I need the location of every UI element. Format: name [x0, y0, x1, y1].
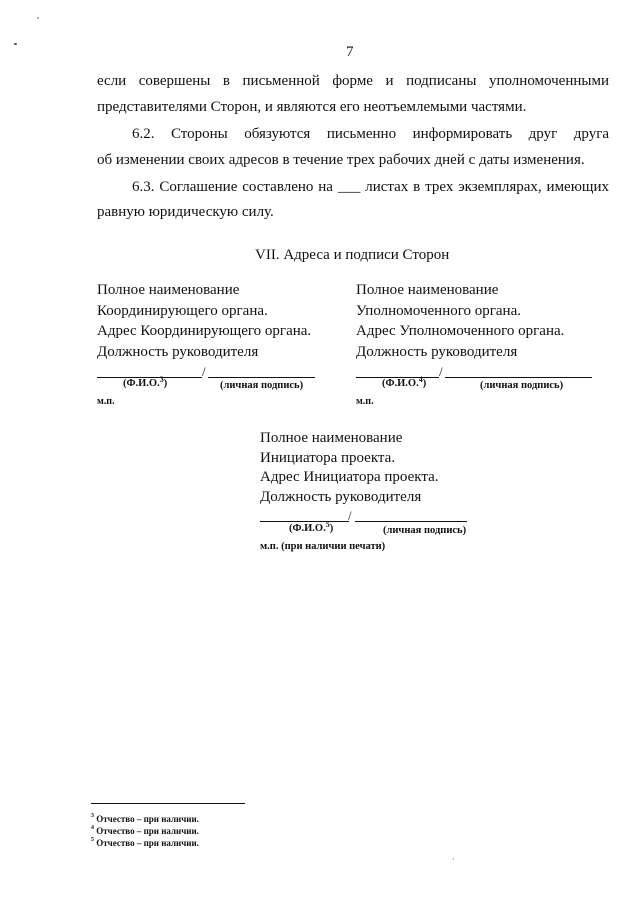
footnote-ref: 4	[418, 375, 423, 384]
party-address: Адрес Уполномоченного органа.	[356, 323, 565, 339]
fio-line	[260, 521, 349, 522]
paragraph-line: если совершены в письменной форме и подписаны уполномоченными	[97, 73, 609, 89]
signature-label: (личная подпись)	[480, 380, 564, 391]
fio-label: (Ф.И.О.$^3$)	[123, 375, 168, 389]
page-number: 7	[346, 44, 354, 60]
party-name-label: Полное наименование	[260, 430, 403, 446]
footnote-mark: 4	[91, 825, 94, 831]
fio-label: (Ф.И.О.$^4$)	[382, 375, 427, 389]
scan-speck	[37, 17, 39, 19]
party-position: Должность руководителя	[260, 489, 422, 505]
seal-label: м.п. (при наличии печати)	[260, 541, 386, 552]
paragraph-line: представителями Сторон, и являются его неотъемлемыми частями.	[97, 99, 527, 115]
signature-line	[208, 377, 315, 378]
footnote-ref: 5	[325, 520, 330, 529]
signature-label: (личная подпись)	[220, 380, 304, 391]
footnote: $^5$ Отчество – при наличии.	[91, 837, 199, 848]
footnote-mark: 3	[91, 813, 94, 819]
section-title: VII. Адреса и подписи Сторон	[255, 247, 450, 263]
signature-line	[445, 377, 592, 378]
party-name: Уполномоченного органа.	[356, 303, 521, 319]
party-name-label: Полное наименование	[97, 282, 240, 298]
signature-label: (личная подпись)	[383, 525, 467, 536]
paragraph-line: равную юридическую силу.	[97, 204, 274, 220]
signature-slash: /	[348, 508, 352, 523]
signature-slash: /	[439, 364, 443, 379]
signature-slash: /	[202, 364, 206, 379]
footnote-ref: 3	[159, 375, 164, 384]
seal-label: м.п.	[356, 396, 374, 407]
party-position: Должность руководителя	[97, 344, 259, 360]
scan-speck	[14, 43, 17, 45]
party-name: Координирующего органа.	[97, 303, 268, 319]
footnote: $^4$ Отчество – при наличии.	[91, 825, 199, 836]
party-address: Адрес Координирующего органа.	[97, 323, 312, 339]
footnote: $^3$ Отчество – при наличии.	[91, 813, 199, 824]
party-name-label: Полное наименование	[356, 282, 499, 298]
party-position: Должность руководителя	[356, 344, 518, 360]
party-address: Адрес Инициатора проекта.	[260, 469, 439, 485]
scan-speck	[453, 858, 454, 860]
fio-label: (Ф.И.О.$^5$)	[289, 520, 334, 534]
paragraph-line: об изменении своих адресов в течение трех рабочих дней с даты изменения.	[97, 152, 585, 168]
paragraph-line: 6.2. Стороны обязуются письменно информировать друг друга	[132, 126, 609, 142]
signature-line	[355, 521, 467, 522]
footnote-separator	[91, 803, 245, 804]
paragraph-line: 6.3. Соглашение составлено на ___ листах в трех экземплярах, имеющих	[132, 179, 609, 195]
seal-label: м.п.	[97, 396, 115, 407]
party-name: Инициатора проекта.	[260, 450, 396, 466]
footnote-mark: 5	[91, 837, 94, 843]
